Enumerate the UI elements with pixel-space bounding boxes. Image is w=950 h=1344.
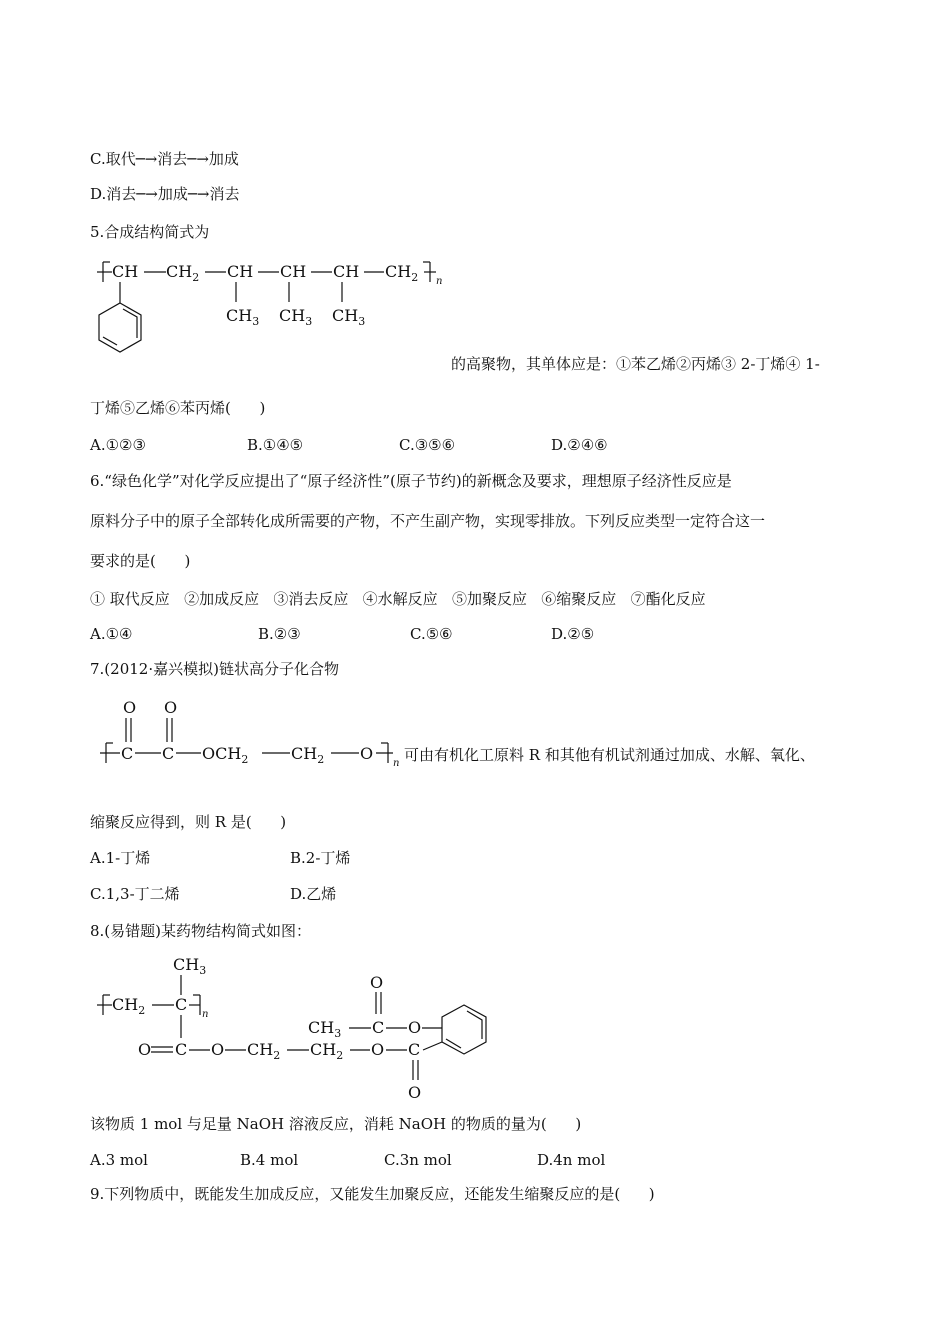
q8-ch3-top: $CH_3$ bbox=[173, 955, 207, 977]
q4-option-d: D.消去─→加成─→消去 bbox=[90, 185, 240, 203]
q5-n: n bbox=[436, 276, 443, 287]
q8-o-lower: O bbox=[408, 1083, 422, 1102]
q8-o-ring: O bbox=[408, 1018, 422, 1037]
q5-ch-1: CH bbox=[112, 262, 139, 281]
q5-ch-4: CH bbox=[333, 262, 360, 281]
q7-c-1: C bbox=[121, 744, 134, 763]
q8-stem: 8.(易错题)某药物结构简式如图： bbox=[90, 922, 312, 940]
q5-ch2-1: $CH_2$ bbox=[166, 262, 200, 284]
q8-option-b: B.4 mol bbox=[240, 1151, 299, 1169]
q5-ch2-2: $CH_2$ bbox=[385, 262, 419, 284]
q8-ch2-1: $CH_2$ bbox=[247, 1040, 281, 1062]
q6-line-2: 原料分子中的原子全部转化成所需要的产物，不产生副产物，实现零排放。下列反应类型一定符合这一 bbox=[90, 512, 766, 530]
q8-option-a: A.3 mol bbox=[90, 1151, 148, 1169]
q8-o-carbonyl: O bbox=[138, 1040, 152, 1059]
q5-option-b: B.①④⑤ bbox=[247, 436, 304, 454]
q5-ch-3: CH bbox=[280, 262, 307, 281]
q8-ch2-2: $CH_2$ bbox=[310, 1040, 344, 1062]
q8-o-upper: O bbox=[370, 973, 384, 992]
q6-option-b: B.②③ bbox=[258, 625, 301, 643]
q8-c-upper: C bbox=[372, 1018, 385, 1037]
q5-stem: 5.合成结构简式为 bbox=[90, 223, 210, 241]
q8-option-c: C.3n mol bbox=[384, 1151, 452, 1169]
q7-ch2: $CH_2$ bbox=[291, 744, 325, 766]
q8-ch3-ester: $CH_3$ bbox=[308, 1018, 342, 1040]
q5-ch3-2: $CH_3$ bbox=[279, 306, 313, 328]
q7-och2: $OCH_2$ bbox=[202, 744, 249, 766]
q7-option-a: A.1-丁烯 bbox=[90, 849, 151, 867]
q8-ch2-chain: $CH_2$ bbox=[112, 995, 146, 1017]
q9-stem: 9.下列物质中，既能发生加成反应，又能发生加聚反应，还能发生缩聚反应的是( ) bbox=[90, 1185, 655, 1203]
q6-option-a: A.①④ bbox=[90, 625, 133, 643]
q7-option-b: B.2-丁烯 bbox=[290, 849, 351, 867]
q7-o-3: O bbox=[360, 744, 374, 763]
q8-c-lower: C bbox=[408, 1040, 421, 1059]
q8-c-ester: C bbox=[175, 1040, 188, 1059]
q8-option-d: D.4n mol bbox=[537, 1151, 606, 1169]
q7-option-c: C.1,3-丁二烯 bbox=[90, 885, 180, 903]
q7-c-2: C bbox=[162, 744, 175, 763]
q6-option-c: C.⑤⑥ bbox=[410, 625, 453, 643]
q5-tail-2: 丁烯⑤乙烯⑥苯丙烯( ) bbox=[90, 399, 266, 417]
q8-o-ester: O bbox=[211, 1040, 225, 1059]
q6-option-d: D.②⑤ bbox=[551, 625, 595, 643]
q4-option-c: C.取代─→消去─→加成 bbox=[90, 150, 239, 168]
q5-ch3-1: $CH_3$ bbox=[226, 306, 260, 328]
q7-n: n bbox=[393, 758, 400, 769]
q7-option-d: D.乙烯 bbox=[290, 885, 337, 903]
q6-line-1: 6.“绿色化学”对化学反应提出了“原子经济性”(原子节约)的新概念及要求，理想原子经济性反应是 bbox=[90, 472, 732, 490]
q5-ch3-3: $CH_3$ bbox=[332, 306, 366, 328]
q8-o-link: O bbox=[371, 1040, 385, 1059]
q6-line-3: 要求的是( ) bbox=[90, 552, 191, 570]
q7-tail: 可由有机化工原料 R 和其他有机试剂通过加成、水解、氧化、 bbox=[404, 746, 815, 764]
q8-n: n bbox=[202, 1009, 209, 1020]
q8-c-main: C bbox=[175, 995, 188, 1014]
q7-o-1: O bbox=[123, 698, 137, 717]
q5-option-c: C.③⑤⑥ bbox=[399, 436, 456, 454]
q6-reaction-types: ① 取代反应 ②加成反应 ③消去反应 ④水解反应 ⑤加聚反应 ⑥缩聚反应 ⑦酯化反应 bbox=[90, 590, 706, 608]
q7-line-2: 缩聚反应得到，则 R 是( ) bbox=[90, 813, 287, 831]
q5-ch-2: CH bbox=[227, 262, 254, 281]
q5-option-a: A.①②③ bbox=[90, 436, 146, 454]
q7-o-2: O bbox=[164, 698, 178, 717]
q5-option-d: D.②④⑥ bbox=[551, 436, 608, 454]
q7-stem: 7.(2012·嘉兴模拟)链状高分子化合物 bbox=[90, 660, 339, 678]
q8-question: 该物质 1 mol 与足量 NaOH 溶液反应，消耗 NaOH 的物质的量为( ) bbox=[90, 1115, 582, 1133]
q8-benzene-ring bbox=[442, 1005, 486, 1054]
q5-tail-1: 的高聚物，其单体应是：①苯乙烯②丙烯③ 2-丁烯④ 1- bbox=[451, 355, 820, 373]
